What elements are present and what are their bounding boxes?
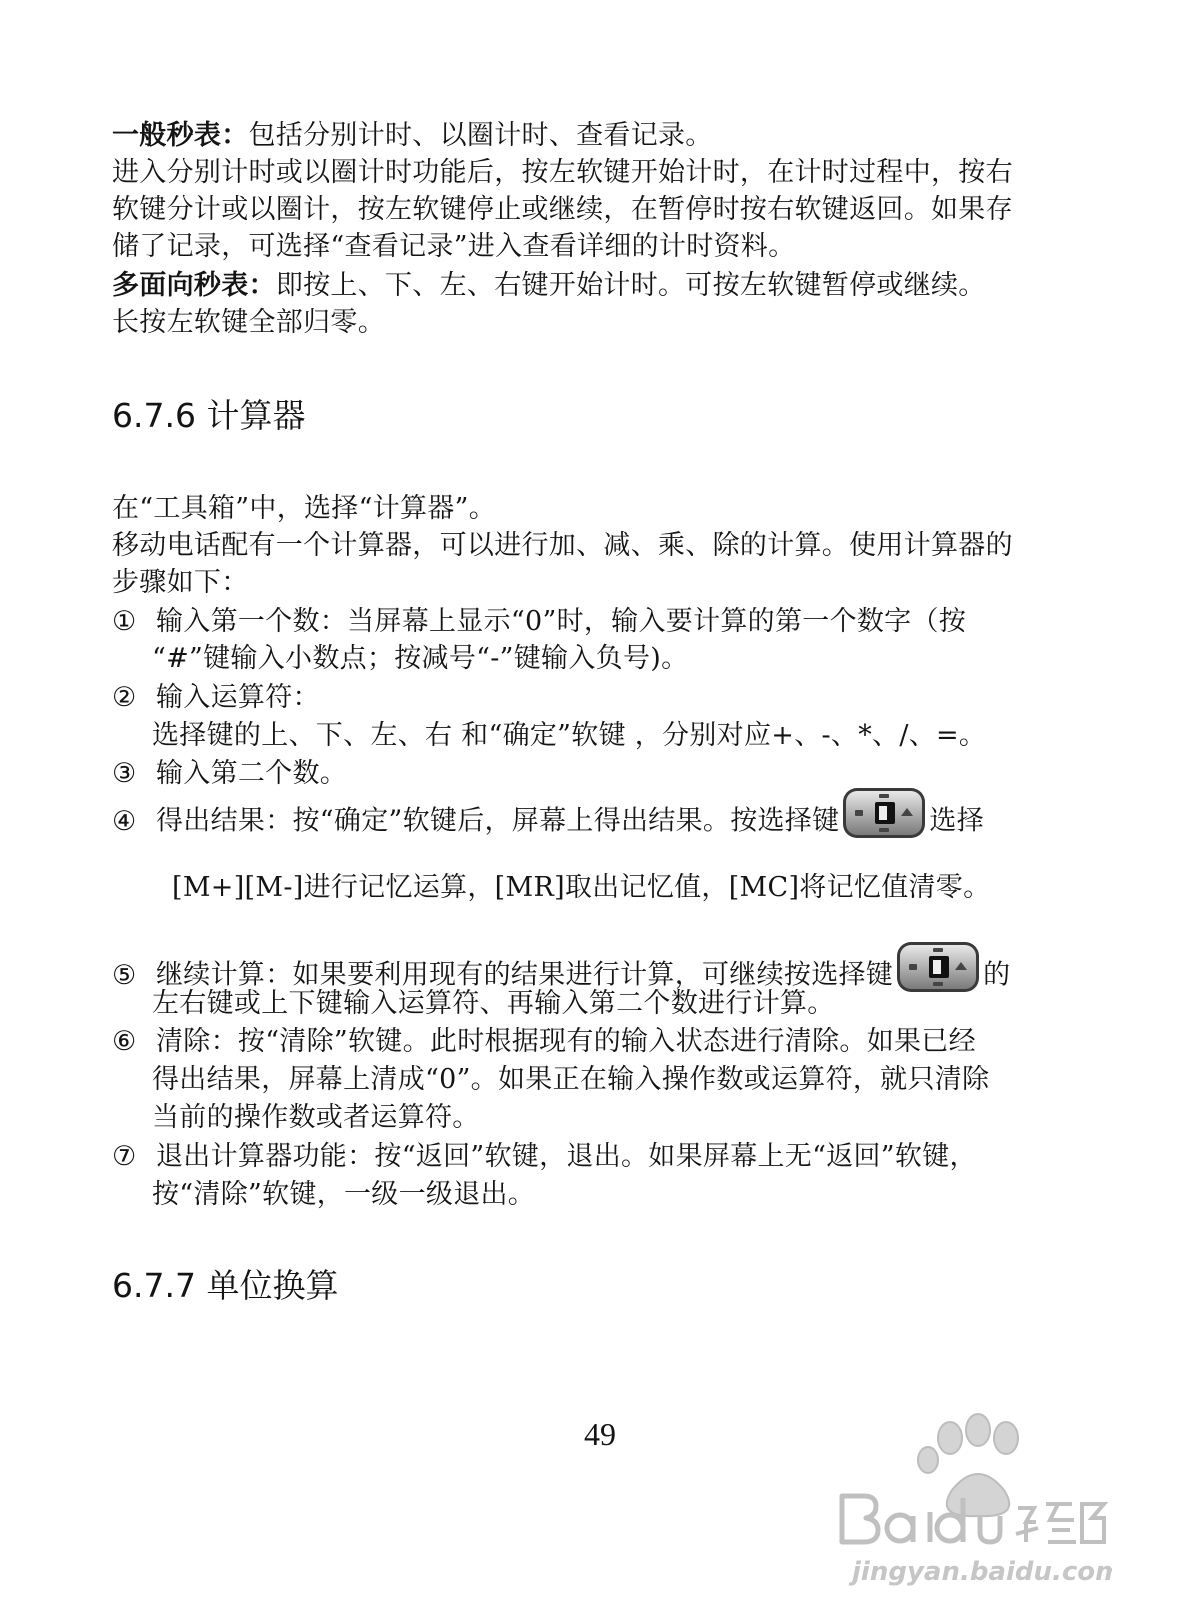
multi-stopwatch-line [112, 268, 986, 304]
step-number: ⑥ [112, 1026, 137, 1057]
step-text: 清除：按“清除”软键。此时根据现有的输入状态进行清除。如果已经 [156, 1026, 976, 1057]
step-text: 的 [983, 959, 1011, 991]
step-text-continued: 当前的操作数或者运算符。 [152, 1102, 480, 1133]
general-stopwatch-desc: 包括分别计时、以圈计时、查看记录。 [248, 120, 713, 151]
paragraph-line: 移动电话配有一个计算器，可以进行加、减、乘、除的计算。使用计算器的 [112, 530, 1013, 561]
step-text-continued: 按“清除”软键，一级一级退出。 [152, 1179, 536, 1210]
paragraph-line: 储了记录，可选择“查看记录”进入查看详细的计时资料。 [112, 231, 796, 262]
general-stopwatch-line [112, 118, 713, 154]
step-text: 选择 [929, 805, 985, 837]
step-text: 输入第二个数。 [156, 758, 348, 789]
step-text-continued: 选择键的上、下、左、右 和“确定”软键 ，分别对应+、-、*、/、=。 [152, 720, 987, 751]
step-number: ③ [112, 758, 137, 789]
step-text-continued: “#”键输入小数点；按减号“-”键输入负号)。 [152, 643, 689, 674]
step-number: ⑤ [112, 959, 137, 991]
step-text: 输入运算符： [156, 682, 320, 713]
general-stopwatch-label: 一般秒表： [112, 120, 249, 151]
multi-stopwatch-desc: 即按上、下、左、右键开始计时。可按左软键暂停或继续。 [275, 270, 986, 301]
paragraph-line: 软键分计或以圈计，按左软键停止或继续，在暂停时按右软键返回。如果存 [112, 194, 1013, 225]
step-number: ① [112, 606, 137, 637]
paragraph-line: 长按左软键全部归零。 [112, 307, 385, 338]
step-7 [112, 1139, 977, 1175]
watermark-url: jingyan.baidu.com [852, 1557, 1112, 1587]
step-text: 继续计算：如果要利用现有的结果进行计算，可继续按选择键 [156, 959, 894, 991]
step-number: ⑦ [112, 1141, 137, 1172]
step-1 [112, 604, 966, 640]
section-heading-unit-conversion: 6.7.7 单位换算 [112, 1266, 339, 1305]
page-number: 49 [584, 1416, 616, 1452]
nav-key-icon [841, 786, 927, 858]
step-number: ④ [112, 805, 137, 837]
step-6 [112, 1024, 976, 1060]
step-2 [112, 680, 320, 716]
multi-stopwatch-label: 多面向秒表： [112, 270, 276, 301]
paragraph-line: 进入分别计时或以圈计时功能后，按左软键开始计时，在计时过程中，按右 [112, 157, 1013, 188]
step-text: 退出计算器功能：按“返回”软键，退出。如果屏幕上无“返回”软键， [156, 1141, 977, 1172]
step-text-continued: 得出结果，屏幕上清成“0”。如果正在输入操作数或运算符，就只清除 [152, 1064, 990, 1095]
paragraph-line: 在“工具箱”中，选择“计算器”。 [112, 493, 497, 524]
step-number: ② [112, 682, 137, 713]
baidu-paw-icon [812, 1400, 1112, 1590]
step-text-continued: 左右键或上下键输入运算符、再输入第二个数进行计算。 [152, 988, 835, 1019]
step-text-continued: [M+][M-]进行记忆运算，[MR]取出记忆值，[MC]将记忆值清零。 [172, 872, 991, 903]
baidu-jingyan-watermark [812, 1400, 1112, 1590]
step-text: 得出结果：按“确定”软键后，屏幕上得出结果。按选择键 [156, 805, 840, 837]
step-4 [112, 786, 984, 858]
paragraph-line: 步骤如下： [112, 567, 249, 598]
step-text: 输入第一个数：当屏幕上显示“0”时，输入要计算的第一个数字（按 [156, 606, 967, 637]
nav-key-icon [895, 940, 981, 1012]
section-heading-calculator: 6.7.6 计算器 [112, 396, 306, 435]
